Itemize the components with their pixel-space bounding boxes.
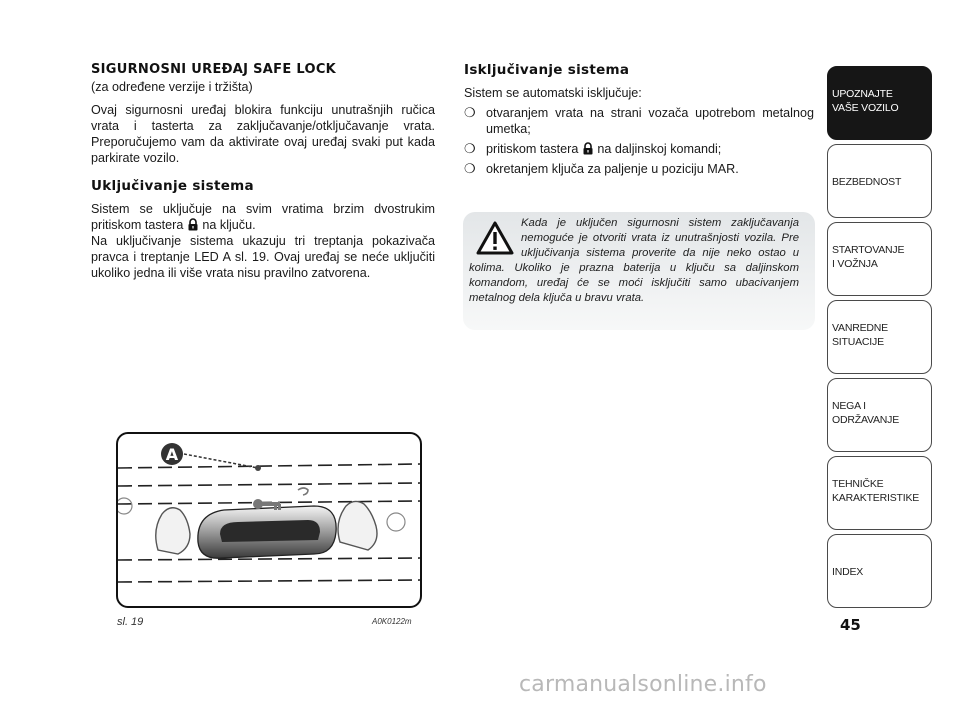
list-item: ❍ otvaranjem vrata na strani vozača upotrebom metalnog umetka;	[464, 105, 814, 136]
intro-paragraph: Ovaj sigurnosni uređaj blokira funkciju unutrašnjih ručica vrata i tasterta za zaključavanje/otključavanje vrata. Preporučujemo vam da aktivirate ovaj uređaj svaki put kada parkirate vozilo.	[91, 103, 435, 165]
subtitle: (za određene verzije i tržišta)	[91, 80, 253, 94]
led-paragraph: Na uključivanje sistema ukazuju tri treptanja pokazivača pravca i treptanje LED A sl. 19. Ovaj uređaj se neće uključiti ukoliko jedna ili više vrata nisu pravilno zatvorena.	[91, 234, 435, 280]
list-item: ❍ pritiskom tastera na daljinskoj komandi;	[464, 141, 722, 156]
tab-index[interactable]: INDEX	[827, 534, 932, 608]
deactivation-list	[464, 105, 814, 177]
tab-upoznajte[interactable]: UPOZNAJTE VAŠE VOZILO	[827, 66, 932, 140]
lock-icon	[187, 218, 199, 231]
page-number: 45	[840, 616, 861, 634]
tab-nega[interactable]: NEGA I ODRŽAVANJE	[827, 378, 932, 452]
door-handle-illustration	[118, 434, 420, 606]
figure-caption: sl. 19	[117, 616, 144, 628]
tab-vanredne[interactable]: VANREDNE SITUACIJE	[827, 300, 932, 374]
heading-deactivation: Isključivanje sistema	[464, 62, 630, 78]
list-item: ❍ okretanjem ključa za paljenje u poziciju MAR.	[464, 161, 739, 176]
warning-box	[463, 212, 815, 330]
figure-door-handle	[116, 432, 422, 608]
right-column	[464, 62, 814, 181]
tab-startovanje[interactable]: STARTOVANJE I VOŽNJA	[827, 222, 932, 296]
bullet-icon: ❍	[464, 161, 476, 176]
bullet-icon: ❍	[464, 105, 476, 120]
watermark: carmanualsonline.info	[519, 672, 767, 697]
figure-code: A0K0122m	[372, 617, 412, 626]
warning-text: Kada je uključen sigurnosni sistem zaključavanja nemoguće je otvoriti vrata iz unutrašnjosti vozila. Pre uključivanja sistema proverite da nije neko ostao u kolima. Ukoliko je prazna baterija u ključu sa daljinskom komandom, uređaj će se moći isključiti samo ubacivanjem metalnog dela ključa u bravu vrata.	[469, 217, 799, 304]
bullet-icon: ❍	[464, 141, 476, 156]
deactivation-intro: Sistem se automatski isključuje:	[464, 86, 642, 100]
lock-icon	[582, 142, 594, 155]
activation-paragraph: Sistem se uključuje na svim vratima brzim dvostrukim pritiskom tastera na ključu.	[91, 202, 435, 232]
section-title-safe-lock: SIGURNOSNI UREĐAJ SAFE LOCK	[91, 62, 337, 77]
tab-tehnicke[interactable]: TEHNIČKE KARAKTERISTIKE	[827, 456, 932, 530]
left-column	[91, 62, 435, 281]
label-a: A	[165, 445, 179, 464]
tab-bezbednost[interactable]: BEZBEDNOST	[827, 144, 932, 218]
heading-activation: Uključivanje sistema	[91, 178, 254, 194]
